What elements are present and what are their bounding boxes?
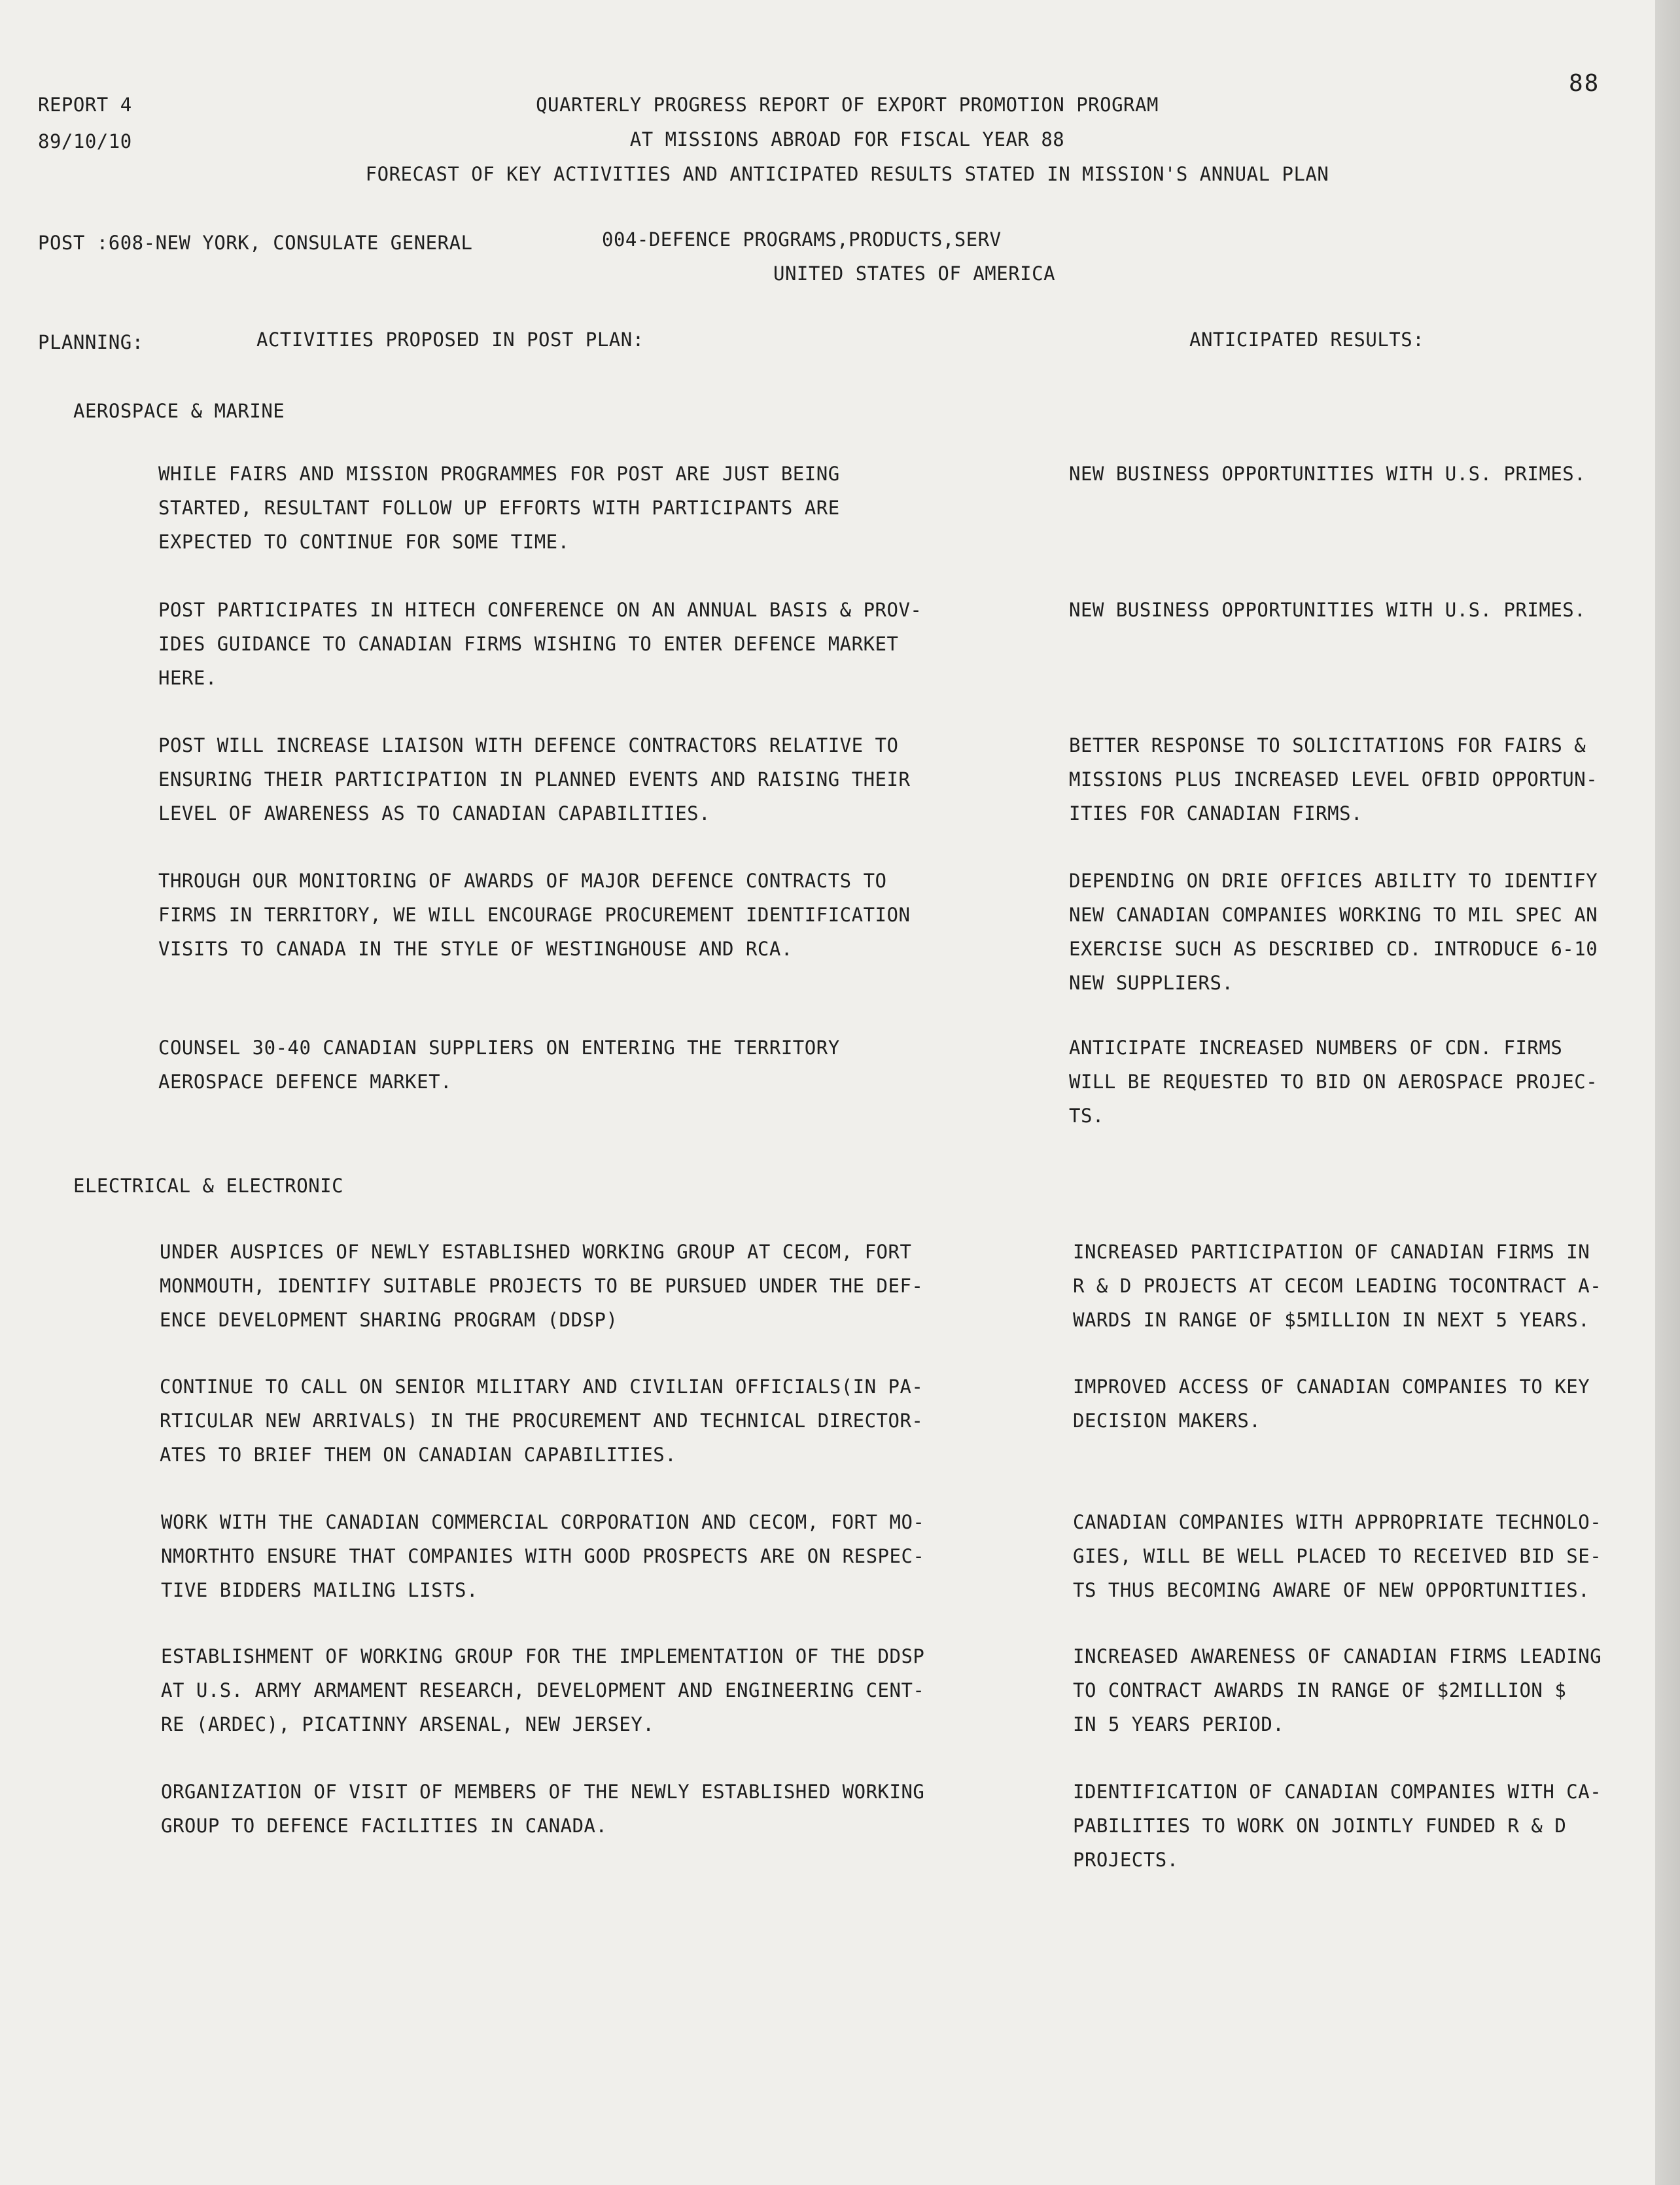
page-edge-shadow <box>1655 0 1680 2185</box>
activity-text: ESTABLISHMENT OF WORKING GROUP FOR THE IMPLEMENTATION OF THE DDSP AT U.S. ARMY ARMAMENT RESEARCH, DEVELOPMENT AND ENGINEERING CENT- RE (ARDEC), PICATINNY ARSENAL, NEW JERSEY. <box>161 1645 925 1735</box>
activities-header: ACTIVITIES PROPOSED IN POST PLAN: <box>256 329 644 351</box>
result-text: BETTER RESPONSE TO SOLICITATIONS FOR FAIRS & MISSIONS PLUS INCREASED LEVEL OFBID OPPORTUN- ITIES FOR CANADIAN FIRMS. <box>1069 734 1598 825</box>
activity-text: POST PARTICIPATES IN HITECH CONFERENCE ON AN ANNUAL BASIS & PROV- IDES GUIDANCE TO CANADIAN FIRMS WISHING TO ENTER DEFENCE MARKET HERE. <box>158 599 922 689</box>
result-text: INCREASED PARTICIPATION OF CANADIAN FIRMS IN R & D PROJECTS AT CECOM LEADING TOCONTRACT A- WARDS IN RANGE OF $5MILLION IN NEXT 5 YEARS. <box>1073 1241 1602 1331</box>
activity-text: ORGANIZATION OF VISIT OF MEMBERS OF THE NEWLY ESTABLISHED WORKING GROUP TO DEFENCE FACILITIES IN CANADA. <box>161 1781 925 1837</box>
result-text: NEW BUSINESS OPPORTUNITIES WITH U.S. PRIMES. <box>1069 599 1586 621</box>
title-line-2: AT MISSIONS ABROAD FOR FISCAL YEAR 88 <box>629 128 1065 151</box>
activity-text: COUNSEL 30-40 CANADIAN SUPPLIERS ON ENTERING THE TERRITORY AEROSPACE DEFENCE MARKET. <box>158 1037 840 1093</box>
planning-header: PLANNING: <box>38 331 144 353</box>
section-title: AEROSPACE & MARINE <box>73 400 285 422</box>
activity-text: WORK WITH THE CANADIAN COMMERCIAL CORPORATION AND CECOM, FORT MO- NMORTHTO ENSURE THAT COMPANIES WITH GOOD PROSPECTS ARE ON RESPEC- TIVE BIDDERS MAILING LISTS. <box>161 1511 925 1601</box>
activity-text: UNDER AUSPICES OF NEWLY ESTABLISHED WORKING GROUP AT CECOM, FORT MONMOUTH, IDENTIFY SUITABLE PROJECTS TO BE PURSUED UNDER THE DEF- ENCE DEVELOPMENT SHARING PROGRAM (DDSP) <box>160 1241 924 1331</box>
activity-text: POST WILL INCREASE LIAISON WITH DEFENCE CONTRACTORS RELATIVE TO ENSURING THEIR PARTICIPATION IN PLANNED EVENTS AND RAISING THEIR LEVEL OF AWARENESS AS TO CANADIAN CAPABILITIES. <box>158 734 911 825</box>
result-text: INCREASED AWARENESS OF CANADIAN FIRMS LEADING TO CONTRACT AWARDS IN RANGE OF $2MILLION $ IN 5 YEARS PERIOD. <box>1073 1645 1602 1735</box>
result-text: IMPROVED ACCESS OF CANADIAN COMPANIES TO KEY DECISION MAKERS. <box>1073 1376 1590 1432</box>
post-label: POST :608-NEW YORK, CONSULATE GENERAL <box>38 232 473 254</box>
activity-text: CONTINUE TO CALL ON SENIOR MILITARY AND CIVILIAN OFFICIALS(IN PA- RTICULAR NEW ARRIVALS) IN THE PROCUREMENT AND TECHNICAL DIRECTOR- ATES TO BRIEF THEM ON CANADIAN CAPABILITIES. <box>160 1376 924 1466</box>
report-date: 89/10/10 <box>38 130 132 152</box>
result-text: ANTICIPATE INCREASED NUMBERS OF CDN. FIRMS WILL BE REQUESTED TO BID ON AEROSPACE PROJEC- TS. <box>1069 1037 1598 1127</box>
activity-text: THROUGH OUR MONITORING OF AWARDS OF MAJOR DEFENCE CONTRACTS TO FIRMS IN TERRITORY, WE WILL ENCOURAGE PROCUREMENT IDENTIFICATION VISITS TO CANADA IN THE STYLE OF WESTINGHOUSE AND RCA. <box>158 870 911 960</box>
program-label: 004-DEFENCE PROGRAMS,PRODUCTS,SERV <box>602 228 1002 251</box>
title-line-1: QUARTERLY PROGRESS REPORT OF EXPORT PROMOTION PROGRAM <box>536 94 1159 116</box>
activity-text: WHILE FAIRS AND MISSION PROGRAMMES FOR POST ARE JUST BEING STARTED, RESULTANT FOLLOW UP EFFORTS WITH PARTICIPANTS ARE EXPECTED TO CONTINUE FOR SOME TIME. <box>158 463 840 553</box>
result-text: NEW BUSINESS OPPORTUNITIES WITH U.S. PRIMES. <box>1069 463 1586 485</box>
section-title: ELECTRICAL & ELECTRONIC <box>73 1175 344 1197</box>
results-header: ANTICIPATED RESULTS: <box>1189 329 1425 351</box>
result-text: CANADIAN COMPANIES WITH APPROPRIATE TECHNOLO- GIES, WILL BE WELL PLACED TO RECEIVED BID SE- TS THUS BECOMING AWARE OF NEW OPPORTUNITIES. <box>1073 1511 1602 1601</box>
result-text: IDENTIFICATION OF CANADIAN COMPANIES WITH CA- PABILITIES TO WORK ON JOINTLY FUNDED R & D PROJECTS. <box>1073 1781 1602 1871</box>
page-number: 88 <box>1569 70 1600 97</box>
result-text: DEPENDING ON DRIE OFFICES ABILITY TO IDENTIFY NEW CANADIAN COMPANIES WORKING TO MIL SPEC AN EXERCISE SUCH AS DESCRIBED CD. INTRODUCE 6-10 NEW SUPPLIERS. <box>1069 870 1598 994</box>
country-label: UNITED STATES OF AMERICA <box>773 262 1056 285</box>
report-label: REPORT 4 <box>38 94 132 116</box>
title-line-3: FORECAST OF KEY ACTIVITIES AND ANTICIPATED RESULTS STATED IN MISSION'S ANNUAL PLAN <box>365 163 1329 185</box>
